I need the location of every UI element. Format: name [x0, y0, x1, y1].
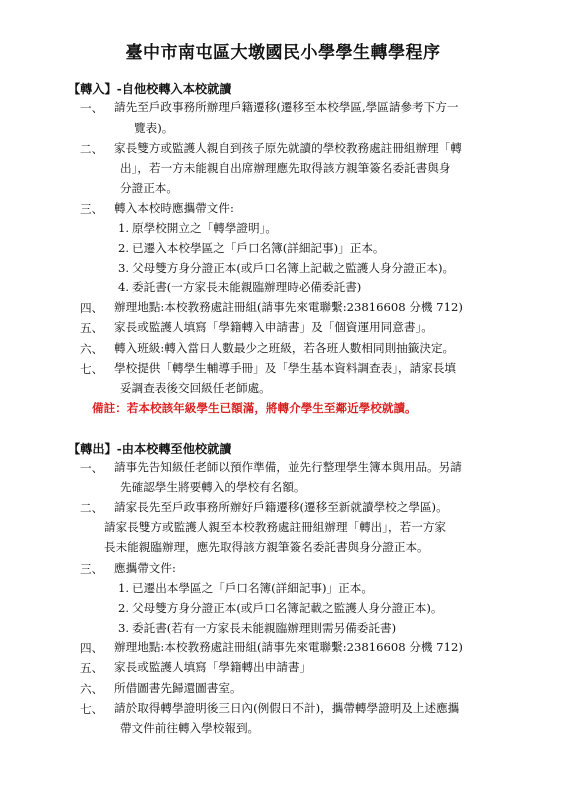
out-item-2-num: 二、 [80, 501, 104, 515]
in-item-1-num: 一、 [80, 101, 104, 115]
transfer-in-heading: 【轉入】-自他校轉入本校就讀 [68, 82, 232, 96]
out-item-1-num: 一、 [80, 461, 104, 475]
in-doc-3-text: 父母雙方身分證正本(或戶口名簿上記載之監護人身分證正本)。 [132, 261, 455, 275]
out-item-3-num: 三、 [80, 562, 104, 576]
in-doc-2-num: 2. [118, 241, 130, 255]
in-item-1-line-2: 覽表)。 [134, 121, 174, 135]
in-item-2-num: 二、 [80, 142, 104, 156]
out-item-2-line-1: 請家長先至戶政事務所辦好戶籍遷移(遷移至新就讀學校之學區)。 [114, 500, 448, 514]
out-item-3-line-1: 應攜帶文件: [114, 561, 176, 575]
transfer-out-heading: 【轉出】-由本校轉至他校就讀 [68, 442, 232, 456]
out-doc-2-text: 父母雙方身分證正本(或戶口名簿記載之監護人身分證正本)。 [132, 601, 443, 615]
out-item-2-line-3: 長未能親臨辦理，應先取得該方親筆簽名委託書與身分證正本。 [104, 540, 429, 554]
in-doc-4-text: 委託書(一方家長未能親臨辦理時必備委託書) [132, 280, 362, 294]
out-item-5-num: 五、 [80, 661, 104, 675]
out-item-1-line-1: 請事先告知級任老師以預作準備，並先行整理學生簿本與用品。另請 [114, 460, 462, 474]
in-item-6-line-1: 轉入班級:轉入當日人數最少之班級，若各班人數相同則抽籤決定。 [114, 341, 455, 355]
out-doc-3-num: 3. [118, 621, 130, 635]
in-doc-1-text: 原學校開立之「轉學證明」。 [132, 221, 277, 235]
out-item-1-line-2: 先確認學生將要轉入的學校有名額。 [120, 480, 306, 494]
in-item-4-num: 四、 [80, 301, 104, 315]
out-doc-1-text: 已遷出本學區之「戶口名簿(詳細記事)」正本。 [132, 581, 373, 595]
out-item-7-line-1: 請於取得轉學證明後三日內(例假日不計)，攜帶轉學證明及上述應攜 [114, 701, 460, 715]
in-item-7-line-2: 妥調查表後交回級任老師處。 [120, 381, 271, 395]
in-item-3-line-1: 轉入本校時應攜帶文件: [114, 201, 234, 215]
in-item-2-line-2: 出」，若一方未能親自出席辦理應先取得該方親筆簽名委託書與身 [120, 161, 451, 175]
in-doc-1-num: 1. [118, 221, 130, 235]
in-item-5-num: 五、 [80, 321, 104, 335]
out-item-4-num: 四、 [80, 641, 104, 655]
out-item-7-num: 七、 [80, 702, 104, 716]
in-item-3-num: 三、 [80, 202, 104, 216]
in-item-1-line-1: 請先至戶政事務所辦理戶籍遷移(遷移至本校學區,學區請參考下方一 [114, 100, 459, 114]
out-doc-3-text: 委託書(若有一方家長未能親臨辦理則需另備委託書) [132, 621, 397, 635]
transfer-in-note: 備註：若本校該年級學生已額滿，將轉介學生至鄰近學校就讀。 [92, 401, 417, 415]
in-item-7-num: 七、 [80, 362, 104, 376]
in-doc-2-text: 已遷入本校學區之「戶口名簿(詳細記事)」正本。 [132, 241, 385, 255]
out-item-5-line-1: 家長或監護人填寫「學籍轉出申請書」 [114, 660, 312, 674]
out-doc-2-num: 2. [118, 601, 130, 615]
in-doc-3-num: 3. [118, 261, 130, 275]
in-item-2-line-3: 分證正本。 [120, 181, 178, 195]
out-item-6-num: 六、 [80, 682, 104, 696]
out-item-4-line-1: 辦理地點:本校教務處註冊組(請事先來電聯繫:23816608 分機 712) [114, 640, 463, 654]
in-doc-4-num: 4. [118, 280, 130, 294]
in-item-4-line-1: 辦理地點:本校教務處註冊組(請事先來電聯繫:23816608 分機 712) [114, 300, 463, 314]
out-item-7-line-2: 帶文件前往轉入學校報到。 [120, 721, 260, 735]
out-doc-1-num: 1. [118, 581, 130, 595]
in-item-5-line-1: 家長或監護人填寫「學籍轉入申請書」及「個資運用同意書」。 [114, 320, 433, 334]
in-item-7-line-1: 學校提供「轉學生輔導手冊」及「學生基本資料調查表」，請家長填 [114, 361, 457, 375]
document-title: 臺中市南屯區大墩國民小學學生轉學程序 [125, 43, 441, 63]
out-item-2-line-2: 請家長雙方或監護人親至本校教務處註冊組辦理「轉出」，若一方家 [104, 520, 447, 534]
out-item-6-line-1: 所借圖書先歸還圖書室。 [114, 681, 242, 695]
in-item-6-num: 六、 [80, 342, 104, 356]
in-item-2-line-1: 家長雙方或監護人親自到孩子原先就讀的學校教務處註冊組辦理「轉 [114, 141, 462, 155]
